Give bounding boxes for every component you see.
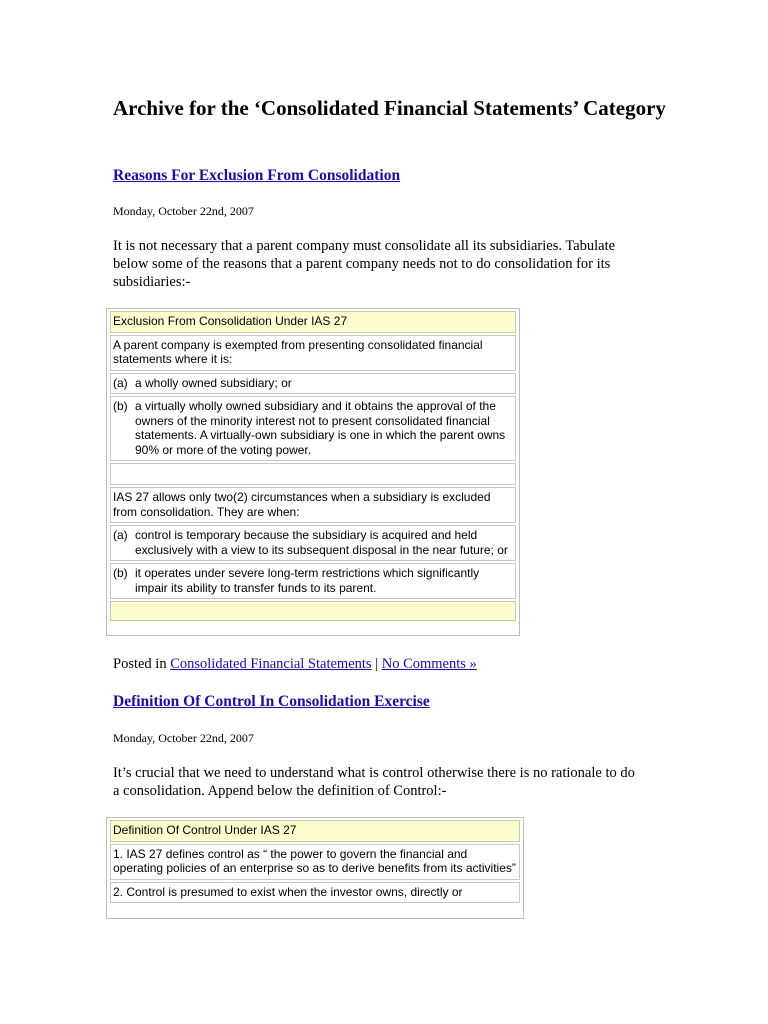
meta-separator: | [371, 656, 382, 672]
list-text: it operates under severe long-term restrictions which significantly impair its ability to transfer funds to its parent. [135, 566, 480, 595]
comments-link[interactable]: No Comments » [381, 656, 477, 672]
table-row [110, 373, 516, 395]
table-row [110, 396, 516, 461]
control-definition-table [106, 817, 524, 919]
page-title: Archive for the ‘Consolidated Financial Statements’ Category [113, 96, 666, 120]
list-marker: (a) [113, 375, 128, 390]
list-marker: (a) [113, 528, 128, 542]
table-row [110, 563, 516, 599]
list-text: a wholly owned subsidiary; or [135, 375, 292, 390]
table-footer [110, 601, 516, 621]
table-row: 1. IAS 27 defines control as “ the power to govern the financial and operating policies of an enterprise so as to derive benefits from its activities” [110, 844, 520, 880]
category-link[interactable]: Consolidated Financial Statements [170, 656, 372, 672]
post-meta [113, 656, 477, 673]
post-body: It’s crucial that we need to understand what is control otherwise there is no rationale to do a consolidation. Append below the definition of Control:- [113, 765, 635, 799]
posted-in-label: Posted in [113, 656, 171, 672]
table-header: Exclusion From Consolidation Under IAS 27 [110, 311, 516, 333]
table-header: Definition Of Control Under IAS 27 [110, 820, 520, 842]
exclusion-table [106, 308, 520, 636]
post-body: It is not necessary that a parent company must consolidate all its subsidiaries. Tabulate below some of the reasons that a parent company needs not to do consolidation for its subsidiaries:- [113, 238, 616, 290]
table-row: IAS 27 allows only two(2) circumstances when a subsidiary is excluded from consolidation. They are when: [110, 487, 516, 523]
post-date: Monday, October 22nd, 2007 [113, 204, 254, 218]
list-marker: (b) [113, 566, 128, 580]
post-title-link[interactable]: Reasons For Exclusion From Consolidation [113, 167, 401, 184]
list-marker: (b) [113, 399, 128, 413]
table-row-empty [110, 463, 516, 485]
list-text: a virtually wholly owned subsidiary and it obtains the approval of the owners of the minority interest not to present consolidated financial statements. A virtually-own subsidiary is one in which the parent owns 90% or more of the voting power. [135, 399, 506, 457]
table-row: 2. Control is presumed to exist when the investor owns, directly or [110, 882, 520, 904]
table-row [110, 525, 516, 561]
list-text: control is temporary because the subsidiary is acquired and held exclusively with a view to its subsequent disposal in the near future; or [135, 528, 508, 557]
post-title-link[interactable]: Definition Of Control In Consolidation Exercise [113, 693, 430, 710]
table-row: A parent company is exempted from presenting consolidated financial statements where it is: [110, 335, 516, 371]
post-date: Monday, October 22nd, 2007 [113, 731, 254, 745]
